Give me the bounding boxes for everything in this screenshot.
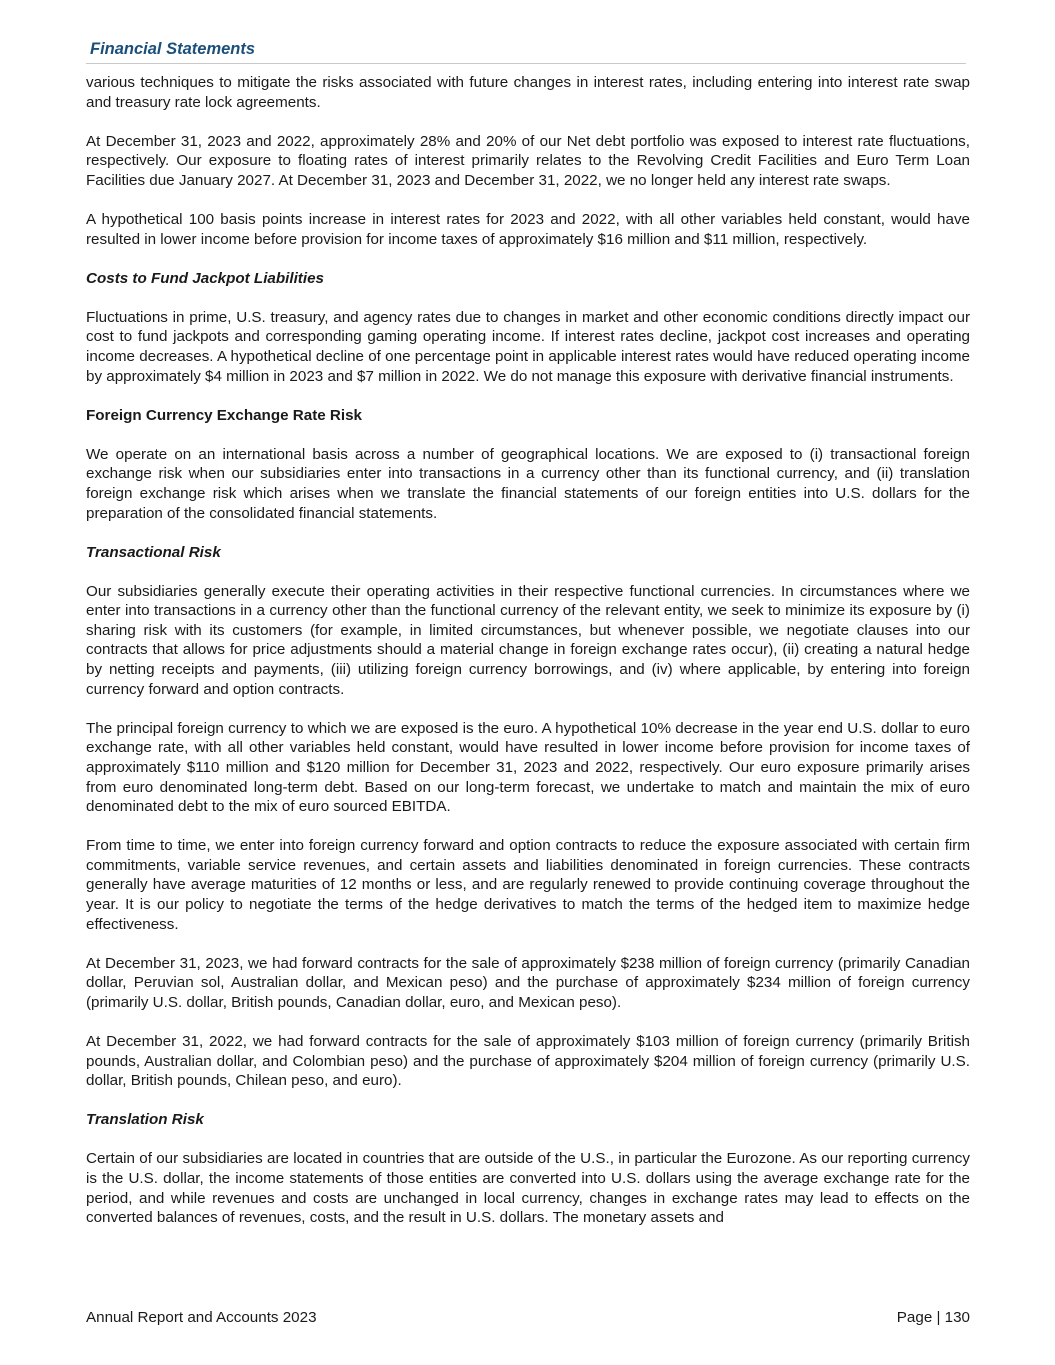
footer-report-title: Annual Report and Accounts 2023 [86,1309,317,1326]
paragraph-jackpot-costs: Fluctuations in prime, U.S. treasury, and agency rates due to changes in market and other economic conditions directly impact our cost to fund jackpots and corresponding gaming operating income. If interest rates decline, jackpot cost increases and operating income decreases. A hypothetical decline of one percentage point in applicable interest rates would have reduced operating income by approximately $4 million in 2023 and $7 million in 2022. We do not manage this exposure with derivative financial instruments. [86,308,970,385]
document-body [86,73,970,1247]
paragraph-euro-exposure: The principal foreign currency to which we are exposed is the euro. A hypothetical 10% decrease in the year end U.S. dollar to euro exchange rate, with all other variables held constant, would have resulted in lower income before provision for income taxes of approximately $110 million and $120 million for December 31, 2023 and 2022, respectively. Our euro exposure primarily arises from euro denominated long-term debt. Based on our long-term forecast, we undertake to match and maintain the mix of euro denominated debt to the mix of euro sourced EBITDA. [86,719,970,816]
paragraph-translation-risk: Certain of our subsidiaries are located in countries that are outside of the U.S., in particular the Eurozone. As our reporting currency is the U.S. dollar, the income statements of those entities are converted into U.S. dollars using the average exchange rate for the period, and while revenues and costs are unchanged in local currency, changes in exchange rates may lead to effects on the converted balances of revenues, costs, and the result in U.S. dollars. The monetary assets and [86,1150,970,1227]
page-footer [86,1308,970,1328]
section-title: Financial Statements [90,40,256,58]
paragraph-forward-contracts-2022: At December 31, 2022, we had forward contracts for the sale of approximately $103 million of foreign currency (primarily British pounds, Australian dollar, and Colombian peso) and the purchase of approximately $204 million of foreign currency (primarily U.S. dollar, British pounds, Chilean peso, and euro). [86,1032,970,1090]
paragraph-hypothetical-increase: A hypothetical 100 basis points increase in interest rates for 2023 and 2022, with all other variables held constant, would have resulted in lower income before provision for income taxes of approximately $16 million and $11 million, respectively. [86,210,970,248]
page-header [86,38,966,64]
paragraph-functional-currencies: Our subsidiaries generally execute their operating activities in their respective functional currencies. In circumstances where we enter into transactions in a currency other than the functional currency of the relevant entity, we seek to minimize its exposure by (i) sharing risk with its customers (for example, in limited circumstances, but whenever possible, we negotiate clauses into our contracts that allows for price adjustments should a material change in foreign exchange rates occur), (ii) creating a natural hedge by netting receipts and payments, (iii) utilizing foreign currency borrowings, and (iv) where applicable, by entering into foreign currency forward and option contracts. [86,582,970,698]
heading-foreign-currency-risk: Foreign Currency Exchange Rate Risk [86,406,362,424]
paragraph-forward-contracts-2023: At December 31, 2023, we had forward contracts for the sale of approximately $238 million of foreign currency (primarily Canadian dollar, Peruvian sol, Australian dollar, and Mexican peso) and the purchase of approximately $234 million of foreign currency (primarily U.S. dollar, British pounds, Canadian dollar, euro, and Mexican peso). [86,954,970,1011]
paragraph-forward-contracts-policy: From time to time, we enter into foreign currency forward and option contracts to reduce the exposure associated with certain firm commitments, variable service revenues, and certain assets and liabilities denominated in foreign currencies. These contracts generally have average maturities of 12 months or less, and are regularly renewed to provide continuing coverage throughout the year. It is our policy to negotiate the terms of the hedge derivatives to match the terms of the hedged item to maximize hedge effectiveness. [86,837,970,933]
paragraph-interest-rate-techniques: various techniques to mitigate the risks associated with future changes in interest rates, including entering into interest rate swap and treasury rate lock agreements. [86,74,970,111]
heading-translation-risk: Translation Risk [86,1111,204,1129]
heading-jackpot-liabilities: Costs to Fund Jackpot Liabilities [86,269,324,287]
heading-transactional-risk: Transactional Risk [86,543,221,561]
paragraph-net-debt-exposure: At December 31, 2023 and 2022, approximately 28% and 20% of our Net debt portfolio was exposed to interest rate fluctuations, respectively. Our exposure to floating rates of interest primarily relates to the Revolving Credit Facilities and Euro Term Loan Facilities due January 2027. At December 31, 2023 and December 31, 2022, we no longer held any interest rate swaps. [86,132,970,189]
paragraph-international-basis: We operate on an international basis across a number of geographical locations. We are exposed to (i) transactional foreign exchange risk when our subsidiaries enter into transactions in a currency other than its functional currency, and (ii) translation foreign exchange risk which arises when we translate the financial statements of our foreign entities into U.S. dollars for the preparation of the consolidated financial statements. [86,445,970,522]
page-number: Page | 130 [896,1309,970,1326]
